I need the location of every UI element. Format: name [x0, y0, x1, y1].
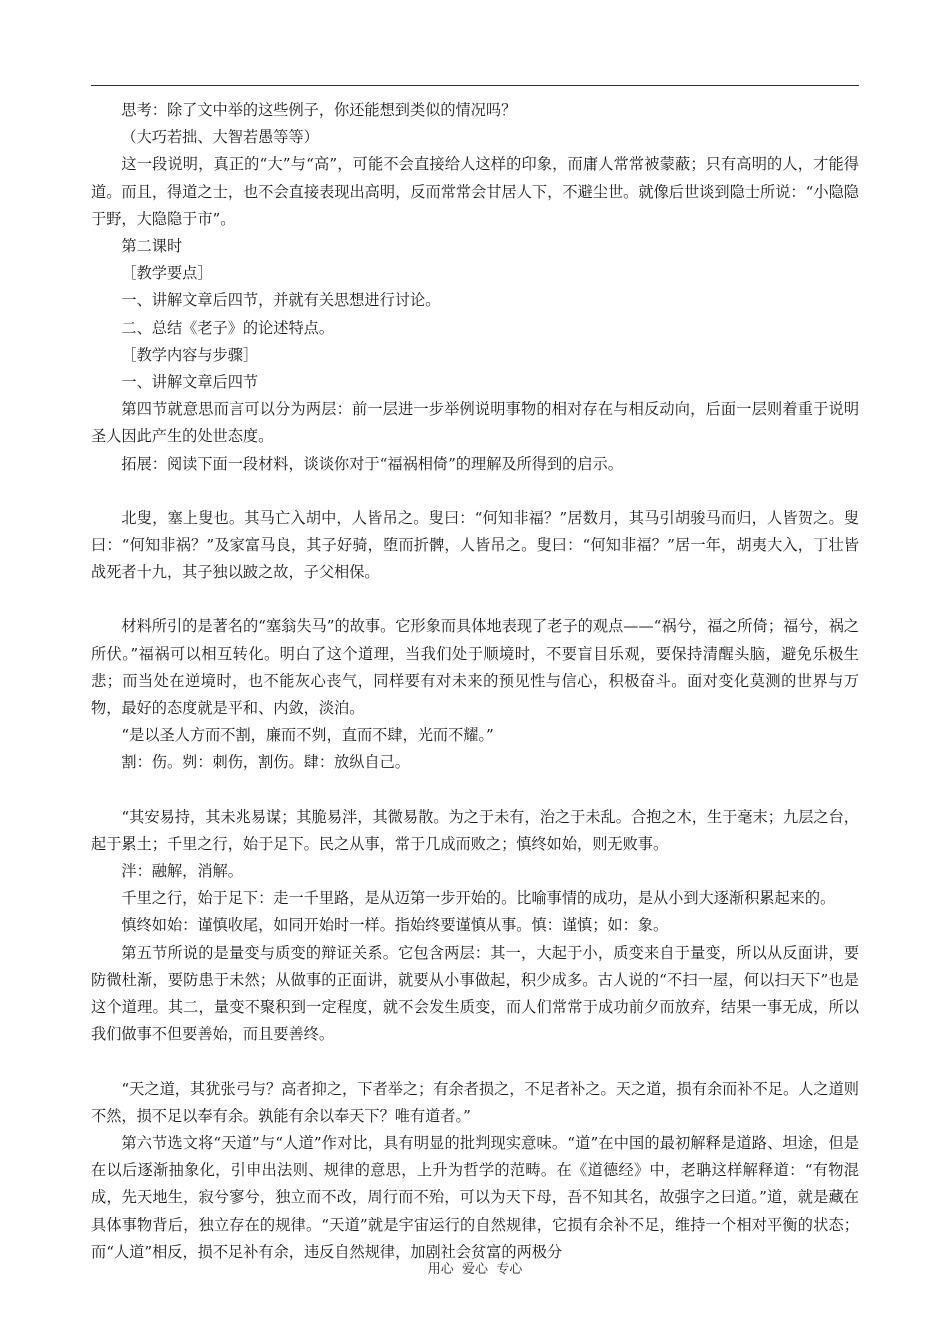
spacer: [91, 1049, 859, 1076]
spacer: [91, 586, 859, 613]
annotation: 割：伤。刿：刺伤，割伤。肆：放纵自己。: [121, 753, 410, 772]
list-item: 一、讲解文章后四节: [121, 373, 259, 392]
quoted-material: 北叟，塞上叟也。其马亡入胡中，人皆吊之。叟曰：“何知非福？”居数月，其马引胡骏马而归，人皆贺之。叟曰：“何知非祸？”及家富马良，其子好骑，堕而折髀，人皆吊之。叟曰：“何知非福？”居一年，胡夷大入，丁壮皆战死者十九，其子独以跛之故，子父相保。: [91, 508, 859, 582]
annotation: 泮：融解，消解。: [121, 862, 243, 881]
section-heading: 第二课时: [121, 237, 183, 256]
quotation: “天之道，其犹张弓与？高者抑之，下者举之；有余者损之，不足者补之。天之道，损有余而补不足。人之道则不然，损不足以奉有余。孰能有余以奉天下？唯有道者。”: [91, 1079, 859, 1125]
list-item: 一、讲解文章后四节，并就有关思想进行讨论。: [121, 291, 441, 310]
spacer: [91, 478, 859, 505]
paragraph: 第六节选文将“天道”与“人道”作对比，具有明显的批判现实意味。“道”在中国的最初解释是道路、坦途，但是在以后逐渐抽象化，引申出法则、规律的意思，上升为哲学的范畴。在《道德经》中，老聃这样解释道：“有物混成，先天地生，寂兮寥兮，独立而不改，周行而不殆，可以为天下母，吾不知其名，故强字之曰道。”道，就是藏在具体事物背后，独立存在的规律。“天道”就是宇宙运行的自然规律，它损有余补不足，维持一个相对平衡的状态；而“人道”相反，损不足补有余，违反自然规律，加剧社会贫富的两极分: [91, 1133, 859, 1261]
spacer: [91, 777, 859, 804]
annotation: 慎终如始：谨慎收尾，如同开始时一样。指始终要谨慎从事。慎：谨慎；如：象。: [121, 916, 669, 935]
paragraph: 第五节所说的是量变与质变的辩证关系。它包含两层：其一，大起于小，质变来自于量变，所以从反面讲，要防微杜渐，要防患于未然；从做事的正面讲，就要从小事做起，积少成多。古人说的“不扫一屋，何以扫天下”也是这个道理。其二，量变不聚积到一定程度，就不会发生质变，而人们常常于成功前夕而放弃，结果一事无成，所以我们做事不但要善始，而且要善终。: [91, 943, 859, 1044]
document-body: [91, 97, 859, 1266]
header-rule: [91, 85, 859, 86]
page-footer: 用心 爱心 专心: [427, 1262, 523, 1277]
paragraph: 第四节就意思而言可以分为两层：前一层进一步举例说明事物的相对存在与相反动向，后面一层则着重于说明圣人因此产生的处世态度。: [91, 400, 859, 446]
list-item: 二、总结《老子》的论述特点。: [121, 318, 335, 337]
quotation: “是以圣人方而不割，廉而不刿，直而不肆，光而不耀。”: [121, 726, 494, 745]
paragraph: 拓展：阅读下面一段材料，谈谈你对于“福祸相倚”的理解及所得到的启示。: [121, 454, 623, 473]
quotation: “其安易持，其未兆易谋；其脆易泮，其微易散。为之于未有，治之于未乱。合抱之木，生于毫末；九层之台，起于累土；千里之行，始于足下。民之从事，常于几成而败之；慎终如始，则无败事。: [91, 807, 859, 853]
paragraph: （大巧若拙、大智若愚等等）: [121, 128, 319, 147]
paragraph: 这一段说明，真正的“大”与“高”，可能不会直接给人这样的印象，而庸人常常被蒙蔽；只有高明的人，才能得道。而且，得道之士，也不会直接表现出高明，反而常常会甘居人下，不避尘世。就像后世谈到隐士所说：“小隐隐于野，大隐隐于市”。: [91, 155, 859, 228]
paragraph: 材料所引的是著名的“塞翁失马”的故事。它形象而具体地表现了老子的观点——“祸兮，福之所倚；福兮，祸之所伏。”福祸可以相互转化。明白了这个道理，当我们处于顺境时，不要盲目乐观，要保持清醒头脑，避免乐极生悲；而当处在逆境时，也不能灰心丧气，同样要有对未来的预见性与信心，积极奋斗。面对变化莫测的世界与万物，最好的态度就是平和、内敛，淡泊。: [91, 617, 859, 718]
annotation: 千里之行，始于足下：走一千里路，是从迈第一步开始的。比喻事情的成功，是从小到大逐渐积累起来的。: [121, 889, 836, 908]
paragraph: 思考：除了文中举的这些例子，你还能想到类似的情况吗？: [121, 101, 517, 119]
section-heading: ［教学内容与步骤］: [121, 345, 259, 364]
section-heading: ［教学要点］: [121, 264, 213, 283]
